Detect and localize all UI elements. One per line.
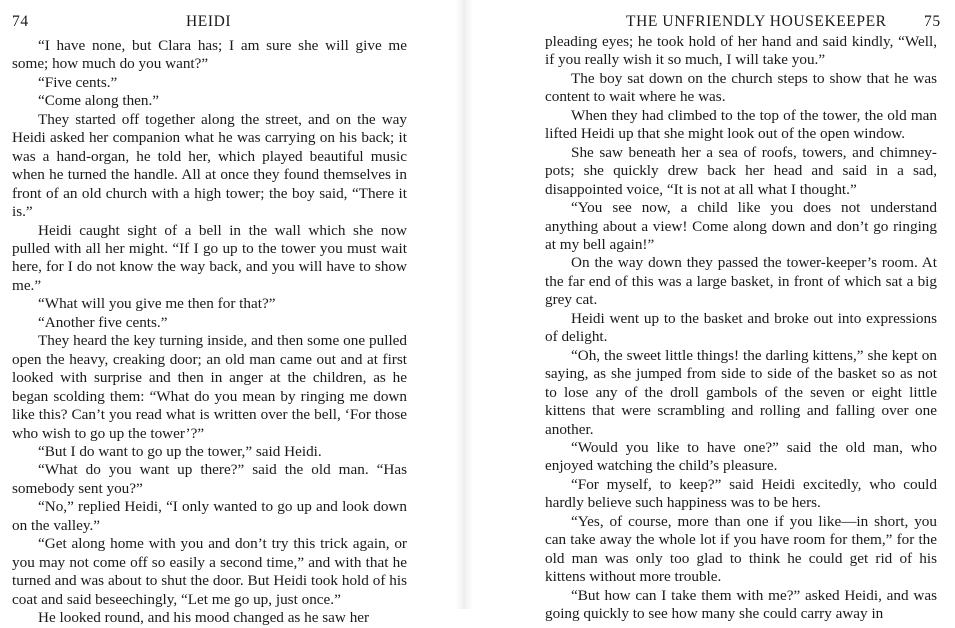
paragraph: “Get along home with you and don’t try this trick again, or you may not come off so easily a second time,” and with that he turned and was about to shut the door. But Heidi took hold of his coat and said beseechingly, “Let me go up, just once.” xyxy=(12,535,407,608)
left-page-text xyxy=(12,37,407,628)
paragraph: “What will you give me then for that?” xyxy=(38,295,276,313)
page-number-left: 74 xyxy=(12,13,29,30)
paragraph: “Come along then.” xyxy=(38,92,160,110)
paragraph: “Oh, the sweet little things! the darling kittens,” she kept on saying, as she jumped from side to side of the basket so as not to lose any of the droll gambols of the seven or eight little kittens that were scrambling and rolling and falling over one another. xyxy=(545,346,937,438)
paragraph: He looked round, and his mood changed as he saw her xyxy=(38,609,370,627)
left-page xyxy=(0,0,450,627)
paragraph: “But I do want to go up the tower,” said Heidi. xyxy=(38,442,322,460)
paragraph: They heard the key turning inside, and then some one pulled open the heavy, creaking door; an old man came out and at first looked with surprise and then in anger at the children, as he began scolding them: “What do you mean by ringing me down like this? Can’t you read what is written over the bell, ‘For those who wish to go up the tower’?” xyxy=(12,332,407,442)
paragraph: “I have none, but Clara has; I am sure she will give me some; how much do you want?” xyxy=(12,37,407,73)
paragraph: “Yes, of course, more than one if you like—in short, you can take away the whole lot if you have room for them,” for the old man was only too glad to think he could get rid of his kittens without more trouble. xyxy=(545,512,937,586)
paragraph: “What do you want up there?” said the old man. “Has somebody sent you?” xyxy=(12,461,407,497)
paragraph: “Another five cents.” xyxy=(38,313,168,331)
paragraph: She saw beneath her a sea of roofs, towers, and chimney-pots; she quickly drew back her head and said in a sad, disappointed voice, “It is not at all what I thought.” xyxy=(545,143,937,198)
running-head-right: THE UNFRIENDLY HOUSEKEEPER xyxy=(626,13,887,30)
paragraph: On the way down they passed the tower-keeper’s room. At the far end of this was a large basket, in front of which sat a big grey cat. xyxy=(545,254,937,309)
paragraph: Heidi caught sight of a bell in the wall which she now pulled with all her might. “If I go up to the tower you must wait here, for I do not know the way back, and you will have to show me.” xyxy=(12,221,407,294)
paragraph-continuation: pleading eyes; he took hold of her hand and said kindly, “Well, if you really wish it so much, I will take you.” xyxy=(545,33,937,69)
paragraph: They started off together along the street, and on the way Heidi asked her companion what he was carrying on his back; it was a hand-organ, he told her, which played beautiful music when he turned the handle. All at once they found themselves in front of an old church with a high tower; the boy said, “There it is.” xyxy=(12,110,407,221)
paragraph: “You see now, a child like you does not understand anything about a view! Come along down and don’t go ringing at my bell again!” xyxy=(545,199,937,253)
paragraph: Heidi went up to the basket and broke out into expressions of delight. xyxy=(545,309,937,346)
paragraph: “Five cents.” xyxy=(38,73,118,91)
paragraph: “But how can I take them with me?” asked Heidi, and was going quickly to see how many she could carry away in xyxy=(545,586,937,623)
right-page-text xyxy=(545,33,937,624)
page-number-right: 75 xyxy=(924,13,941,30)
paragraph: “For myself, to keep?” said Heidi excitedly, who could hardly believe such happiness was to be hers. xyxy=(545,475,937,512)
paragraph: “No,” replied Heidi, “I only wanted to go up and look down on the valley.” xyxy=(12,498,407,534)
paragraph: “Would you like to have one?” said the old man, who enjoyed watching the child’s pleasure. xyxy=(545,438,937,475)
running-head-left: HEIDI xyxy=(186,13,232,30)
book-gutter xyxy=(455,0,473,609)
right-page xyxy=(478,0,948,623)
paragraph: The boy sat down on the church steps to show that he was content to wait where he was. xyxy=(545,69,937,106)
paragraph: When they had climbed to the top of the tower, the old man lifted Heidi up that she might look out of the open window. xyxy=(545,106,937,143)
